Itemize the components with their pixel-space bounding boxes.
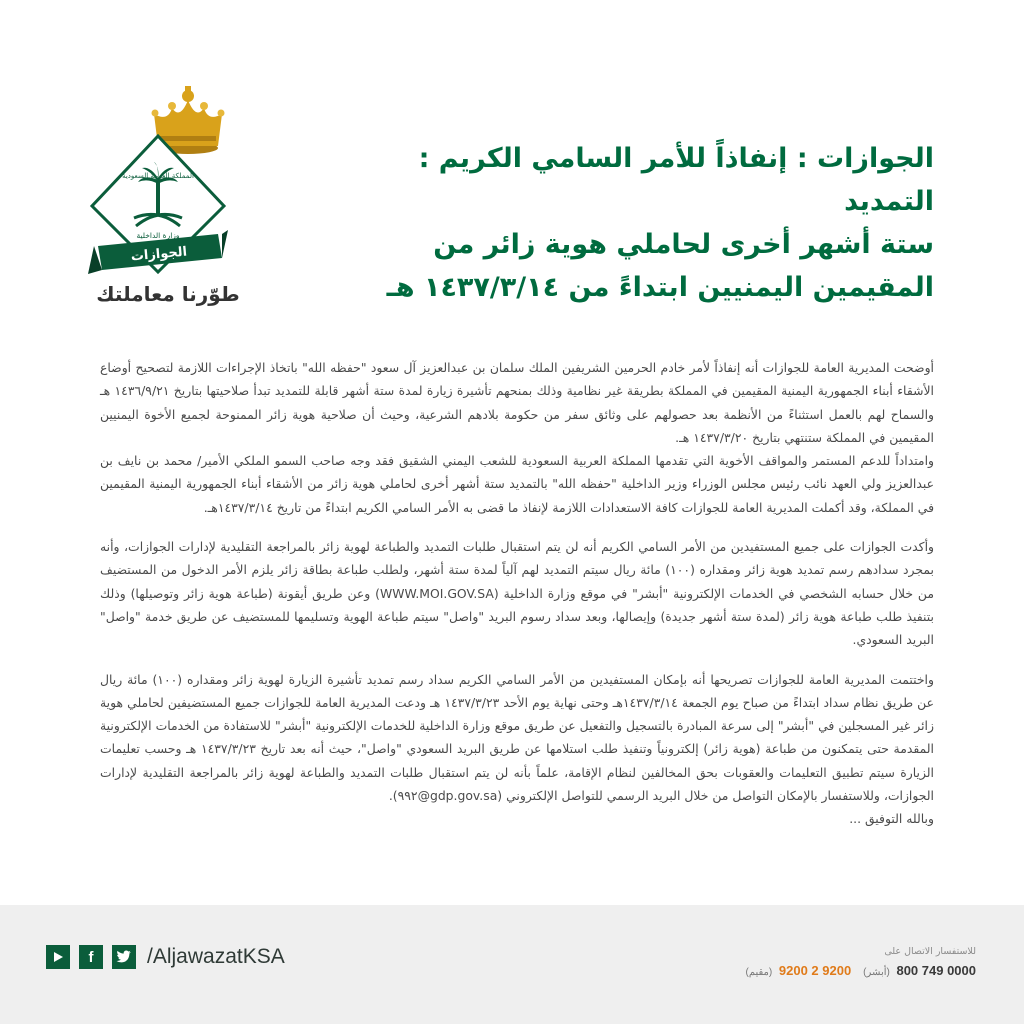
paragraph-3: وأكدت الجوازات على جميع المستفيدين من الأمر السامي الكريم أنه لن يتم استقبال طلبات التمديد والطباعة لهوية زائر بالمراجعة التقليدية لإدارات الجوازات، وأنه بمجرد سدادهم رسم تمديد هوية زائر ومقداره (١٠٠) مائة ريال سيتم التمديد لهم آلياً لمدة ستة أشهر، ولطلب طباعة بطاقة زائر يلزم الأمر الدخول من المستضيف من خلال حسابه الشخصي في الخدمات الإلكترونية "أبشر" في موقع وزارة الداخلية (WWW.MOI.GOV.SA) وعن طريق أيقونة (طباعة هوية زائر وتوصيلها) وذلك بتنفيذ طلب طباعة هوية زائر (لمدة ستة أشهر جديدة) وإيصالها، وبعد سداد رسوم البريد "واصل" سيتم طباعة الهوية وتسليمها للمستضيف عن طريق خدمة "واصل" البريد السعودي. — [100, 539, 934, 648]
absher-tag: (أبشر) — [863, 967, 890, 978]
muqeem-phone: 9200 2 9200 — [778, 963, 852, 978]
youtube-icon[interactable] — [46, 945, 70, 969]
paragraph-1: أوضحت المديرية العامة للجوازات أنه إنفاذاً لأمر خادم الحرمين الشريفين الملك سلمان بن عبدالعزيز آل سعود "حفظه الله" باتخاذ الإجراءات اللازمة لتصحيح أوضاع الأشقاء أبناء الجمهورية اليمنية المقيمين في المملكة بطريقة غير نظامية وذلك بمنحهم تأشيرة زيارة لمدة ستة أشهر قابلة للتمديد تبدأ صلاحيتها بتاريخ ١٤٣٦/٩/٢١ هـ والسماح لهم بالعمل استثناءً من الأنظمة بعد حصولهم على وثائق سفر من حكومة بلادهم الشرعية، وحيث أن صلاحية هوية زائر الممنوحة لجميع الأخوة اليمنيين المقيمين في المملكة ستنتهي بتاريخ ١٤٣٧/٣/٢٠ هـ. — [100, 360, 934, 445]
twitter-icon[interactable] — [112, 945, 136, 969]
muqeem-tag: (مقيم) — [745, 967, 773, 978]
ministry-text: وزارة الداخلية — [136, 231, 180, 240]
emblem-top-text: المملكة العربية السعودية — [122, 172, 194, 180]
facebook-icon[interactable]: f — [79, 945, 103, 969]
slogan: طوّرنا معاملتك — [96, 282, 240, 306]
headline-line-2: ستة أشهر أخرى لحاملي هوية زائر من — [433, 229, 934, 260]
social-handle[interactable]: /AljawazatKSA — [147, 945, 285, 968]
emblem-diamond — [88, 134, 228, 294]
brand-logo — [88, 80, 240, 320]
muqeem-number-group[interactable] — [746, 963, 852, 978]
headline-line-3: المقيمين اليمنيين ابتداءً من ١٤٣٧/٣/١٤ هـ — [386, 272, 934, 303]
paragraph-2: وامتداداً للدعم المستمر والمواقف الأخوية التي تقدمها المملكة العربية السعودية للشعب اليمني الشقيق فقد وجه صاحب السمو الملكي الأمير/ محمد بن نايف بن عبدالعزيز ولي العهد نائب رئيس مجلس الوزراء وزير الداخلية "حفظه الله" بالتمديد ستة أشهر أخرى لحاملي هوية زائر من الأشقاء أبناء الجمهورية اليمنية المقيمين في المملكة، وقد أكملت المديرية العامة للجوازات كافة الاستعدادات اللازمة لإنفاذ ما قضى به الأمر السامي الكريم ابتداءً من تاريخ ١٤٣٧/٣/١٤هـ. — [100, 453, 934, 515]
contact-label: للاستفسار الاتصال على — [884, 946, 976, 957]
headline — [374, 137, 934, 309]
contact-numbers — [746, 963, 977, 978]
social-links — [46, 945, 285, 969]
paragraph-closing: وبالله التوفيق ... — [849, 811, 934, 827]
paragraph-4: واختتمت المديرية العامة للجوازات تصريحها أنه بإمكان المستفيدين من الأمر السامي الكريم سداد رسم تمديد تأشيرة الزيارة لهوية زائر ومقداره (١٠٠) مائة ريال عن طريق نظام سداد ابتداءً من صباح يوم الجمعة ١٤٣٧/٣/١٤هـ وحتى نهاية يوم الأحد ١٤٣٧/٣/٢٣ هـ ودعت المديرية العامة للجوازات جميع المستضيفين لحاملي هوية زائر غير المسجلين في "أبشر" إلى سرعة المبادرة بالتسجيل والتفعيل عن طريق موقع وزارة الداخلية للخدمات الإلكترونية "أبشر" للاستفادة من الخدمات الإلكترونية المقدمة حتى يتمكنون من طباعة (هوية زائر) إلكترونياً وتنفيذ طلب استلامها عن طريق البريد السعودي "واصل"، حيث أنه بعد تاريخ ١٤٣٧/٣/٢٣ هـ وحسب تعليمات الزيارة سيتم تطبيق التعليمات والعقوبات بحق المخالفين لنظام الإقامة، علماً بأنه لن يتم استقبال طلبات التمديد والطباعة لهوية زائر بالمراجعة التقليدية لإدارات الجوازات، وللاستفسار بالإمكان التواصل من خلال البريد الرسمي للتواصل الإلكتروني (gdp.gov.sa@٩٩٢). — [100, 671, 934, 804]
article-body — [100, 356, 934, 831]
absher-phone: 800 749 0000 — [896, 963, 976, 978]
contact-info — [746, 946, 977, 978]
headline-line-1: الجوازات : إنفاذاً للأمر السامي الكريم : التمديد — [418, 143, 934, 217]
absher-number-group[interactable] — [863, 963, 976, 978]
ribbon-text: الجوازات — [130, 244, 188, 265]
